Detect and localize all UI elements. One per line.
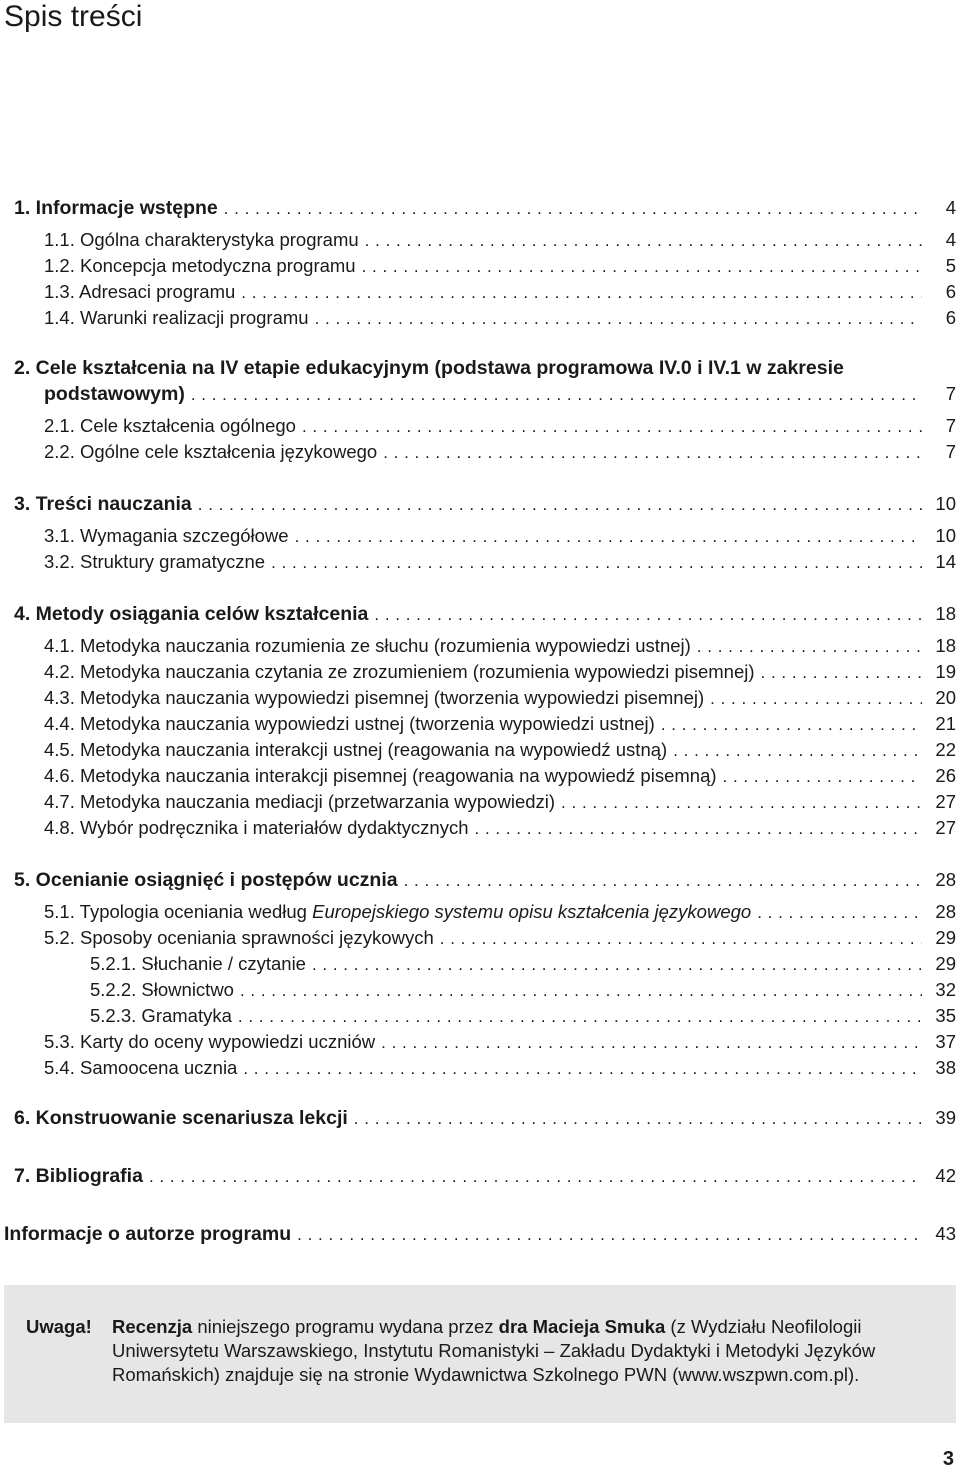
- toc-entry[interactable]: [0, 790, 960, 814]
- toc-entry-label: [44, 1030, 375, 1054]
- toc-entry[interactable]: [0, 414, 960, 438]
- toc-entry-label: [44, 306, 309, 330]
- toc-entry[interactable]: [0, 602, 960, 626]
- toc-entry-text: 4.1. Metodyka nauczania rozumienia ze słuchu (rozumienia wypowiedzi ustnej): [44, 635, 691, 656]
- page-title: Spis treści: [4, 0, 143, 33]
- toc-entry[interactable]: [0, 228, 960, 252]
- toc-entry-page: 37: [935, 1031, 956, 1052]
- note-bold-reviewer: dra Macieja Smuka: [498, 1316, 666, 1337]
- toc-entry-text: 4.6. Metodyka nauczania interakcji pisemnej (reagowania na wypowiedź pisemną): [44, 765, 717, 786]
- toc-entry-page: 29: [935, 927, 956, 948]
- toc-entry-text: 1.2. Koncepcja metodyczna programu: [44, 255, 356, 276]
- toc-entry-label: [44, 712, 655, 736]
- toc-entry-page: 27: [935, 791, 956, 812]
- toc-entry-text: 5.2.2. Słownictwo: [90, 979, 234, 1000]
- toc-entry-page: 18: [935, 603, 956, 624]
- toc-entry-page: 26: [935, 765, 956, 786]
- dot-leader: [315, 307, 922, 331]
- toc-entry-label: [44, 764, 717, 788]
- toc-entry-label: [44, 900, 751, 924]
- dot-leader: [238, 1005, 922, 1029]
- toc-entry-page: 42: [935, 1165, 956, 1186]
- toc-entry[interactable]: [0, 660, 960, 684]
- toc-entry-page: 6: [945, 307, 956, 328]
- toc-entry-label: [44, 280, 235, 304]
- toc-entry-text: 1.3. Adresaci programu: [44, 281, 236, 302]
- toc-entry-text: 5.2.1. Słuchanie / czytanie: [90, 953, 306, 974]
- toc-entry-page: 32: [935, 979, 956, 1000]
- toc-entry-text: 1.4. Warunki realizacji programu: [44, 307, 309, 328]
- dot-leader: [440, 927, 922, 951]
- toc-entry-text: 4. Metody osiągania celów kształcenia: [14, 603, 369, 625]
- toc-entry[interactable]: [0, 440, 960, 464]
- dot-leader: [383, 441, 922, 465]
- toc-entry-label: [44, 738, 667, 762]
- toc-entry[interactable]: [0, 1106, 960, 1130]
- toc-entry-label: [44, 790, 555, 814]
- toc-entry-page: 14: [935, 551, 956, 572]
- toc-entry[interactable]: [0, 1222, 960, 1246]
- toc-entry-page: 20: [935, 687, 956, 708]
- toc-entry[interactable]: [0, 382, 960, 406]
- toc-entry-text: 1. Informacje wstępne: [14, 197, 218, 219]
- dot-leader: [241, 281, 922, 305]
- dot-leader: [240, 979, 922, 1003]
- toc-entry[interactable]: [0, 634, 960, 658]
- toc-entry-label: [44, 254, 356, 278]
- dot-leader: [243, 1057, 922, 1081]
- page-number: 3: [942, 1448, 954, 1470]
- dot-leader: [710, 687, 922, 711]
- dot-leader: [149, 1165, 922, 1189]
- note-text-part2: (z Wydziału Neofilologii Uniwersytetu Warszawskiego, Instytutu Romanistyki – Zakładu Dydaktyki i Metodyki Języków Romańskich) znajduje się na stronie Wydawnictwa Szkolnego PWN (www.wszpwn.com.pl).: [112, 1316, 876, 1385]
- toc-entry-label: [90, 952, 306, 976]
- toc-entry[interactable]: [0, 492, 960, 516]
- dot-leader: [198, 493, 922, 517]
- toc-entry-text: 4.4. Metodyka nauczania wypowiedzi ustnej (tworzenia wypowiedzi ustnej): [44, 713, 655, 734]
- toc-entry-text: 3.1. Wymagania szczegółowe: [44, 525, 289, 546]
- dot-leader: [354, 1107, 922, 1131]
- toc-entry[interactable]: [0, 738, 960, 762]
- toc-entry-page: 10: [935, 525, 956, 546]
- dot-leader: [374, 603, 922, 627]
- toc-entry-page: 28: [935, 869, 956, 890]
- toc-entry[interactable]: [0, 868, 960, 892]
- toc-entry-label: [44, 440, 377, 464]
- toc-entry-label: [90, 1004, 232, 1028]
- toc-entry[interactable]: [0, 764, 960, 788]
- dot-leader: [757, 901, 922, 925]
- dot-leader: [224, 197, 922, 221]
- toc-entry[interactable]: [0, 1030, 960, 1054]
- toc-entry[interactable]: [0, 712, 960, 736]
- toc-entry-text: 7. Bibliografia: [14, 1165, 143, 1187]
- toc-entry-label: [44, 524, 289, 548]
- toc-entry-page: 27: [935, 817, 956, 838]
- toc-entry-page: 5: [945, 255, 956, 276]
- dot-leader: [404, 869, 922, 893]
- dot-leader: [381, 1031, 922, 1055]
- toc-entry-label: [44, 926, 434, 950]
- dot-leader: [295, 525, 922, 549]
- toc-entry-text: 2.1. Cele kształcenia ogólnego: [44, 415, 296, 436]
- toc-entry[interactable]: [0, 686, 960, 710]
- toc-entry-label: [14, 492, 192, 516]
- toc-entry-page: 19: [935, 661, 956, 682]
- note-text: [112, 1315, 942, 1387]
- dot-leader: [191, 383, 922, 407]
- dot-leader: [271, 551, 922, 575]
- note-label: Uwaga!: [26, 1316, 92, 1337]
- toc-entry-text: Informacje o autorze programu: [4, 1223, 292, 1245]
- toc-entry-text: 5.1. Typologia oceniania według: [44, 901, 313, 922]
- toc-entry-text: 5.2.3. Gramatyka: [90, 1005, 232, 1026]
- dot-leader: [362, 255, 922, 279]
- toc-entry-italic-text: Europejskiego systemu opisu kształcenia językowego: [312, 901, 752, 922]
- toc-entry[interactable]: [0, 1004, 960, 1028]
- toc-entry-text: 3. Treści nauczania: [14, 493, 192, 515]
- toc-entry-page: 38: [935, 1057, 956, 1078]
- toc-entry[interactable]: [0, 978, 960, 1002]
- toc-entry-page: 10: [935, 493, 956, 514]
- dot-leader: [661, 713, 922, 737]
- toc-entry-label: [44, 686, 704, 710]
- toc-entry-page: 29: [935, 953, 956, 974]
- toc-entry-text: 3.2. Struktury gramatyczne: [44, 551, 266, 572]
- note-bold-review: Recenzja: [112, 1316, 193, 1337]
- toc-entry-label: [14, 868, 398, 892]
- toc-entry-text: 5.3. Karty do oceny wypowiedzi uczniów: [44, 1031, 376, 1052]
- dot-leader: [697, 635, 922, 659]
- toc-entry-page: 4: [945, 229, 956, 250]
- toc-entry-text: 1.1. Ogólna charakterystyka programu: [44, 229, 359, 250]
- toc-entry-label: [44, 228, 359, 252]
- toc-entry-text: 4.3. Metodyka nauczania wypowiedzi pisemnej (tworzenia wypowiedzi pisemnej): [44, 687, 705, 708]
- toc-entry-text: 5.4. Samoocena ucznia: [44, 1057, 238, 1078]
- toc-entry[interactable]: [0, 926, 960, 950]
- toc-entry-label: [90, 978, 234, 1002]
- toc-entry-label: [44, 816, 469, 840]
- toc-entry-page: 7: [945, 441, 956, 462]
- toc-entry[interactable]: [0, 196, 960, 220]
- toc-entry-page: 43: [935, 1223, 956, 1244]
- toc-entry-page: 28: [935, 901, 956, 922]
- toc-entry-text: 4.8. Wybór podręcznika i materiałów dydaktycznych: [44, 817, 469, 838]
- toc-entry[interactable]: [0, 1056, 960, 1080]
- dot-leader: [475, 817, 923, 841]
- toc-entry[interactable]: [0, 900, 960, 924]
- toc-entry[interactable]: [0, 524, 960, 548]
- toc-entry-label: [44, 660, 755, 684]
- dot-leader: [297, 1223, 922, 1247]
- toc-entry-label: [4, 1222, 291, 1246]
- note-box: [4, 1285, 956, 1423]
- toc-entry-label: [44, 1056, 237, 1080]
- toc-entry-text: 4.7. Metodyka nauczania mediacji (przetwarzania wypowiedzi): [44, 791, 556, 812]
- toc-entry-text: 5. Ocenianie osiągnięć i postępów ucznia: [14, 869, 398, 891]
- toc-entry-page: 7: [945, 415, 956, 436]
- toc-entry-page: 21: [935, 713, 956, 734]
- toc-entry[interactable]: [0, 816, 960, 840]
- dot-leader: [761, 661, 922, 685]
- toc-entry-page: 7: [945, 383, 956, 404]
- toc-entry-label: [44, 550, 265, 574]
- toc-entry-label: 2. Cele kształcenia na IV etapie edukacyjnym (podstawa programowa IV.0 i IV.1 w zakresie: [14, 357, 844, 379]
- toc-entry[interactable]: [0, 280, 960, 304]
- toc-entry-text: 5.2. Sposoby oceniania sprawności językowych: [44, 927, 434, 948]
- toc-entry-text: 2.2. Ogólne cele kształcenia językowego: [44, 441, 378, 462]
- toc-entry-label: [14, 196, 218, 220]
- toc-entry[interactable]: [0, 1164, 960, 1188]
- toc-entry[interactable]: [0, 550, 960, 574]
- toc-entry-label: [44, 414, 296, 438]
- dot-leader: [723, 765, 922, 789]
- toc-entry-text: 4.5. Metodyka nauczania interakcji ustnej (reagowania na wypowiedź ustną): [44, 739, 668, 760]
- dot-leader: [365, 229, 922, 253]
- toc-entry[interactable]: [0, 254, 960, 278]
- toc-entry-label: [14, 1164, 143, 1188]
- dot-leader: [312, 953, 922, 977]
- dot-leader: [561, 791, 922, 815]
- toc-entry-page: 4: [945, 197, 956, 218]
- toc-entry-label-cont: podstawowym): [44, 383, 185, 405]
- toc-entry-label: [14, 1106, 348, 1130]
- toc-entry[interactable]: [0, 952, 960, 976]
- toc-entry-page: 39: [935, 1107, 956, 1128]
- dot-leader: [302, 415, 922, 439]
- toc-entry-label: [14, 602, 368, 626]
- toc-entry-page: 18: [935, 635, 956, 656]
- dot-leader: [673, 739, 922, 763]
- toc-entry-page: 6: [945, 281, 956, 302]
- toc-entry-page: 35: [935, 1005, 956, 1026]
- toc-entry-text: 4.2. Metodyka nauczania czytania ze zrozumieniem (rozumienia wypowiedzi pisemnej): [44, 661, 755, 682]
- toc-entry-text: 6. Konstruowanie scenariusza lekcji: [14, 1107, 348, 1129]
- note-text-part1: niniejszego programu wydana przez: [192, 1316, 499, 1337]
- toc-entry-label: [44, 634, 691, 658]
- toc-entry-page: 22: [935, 739, 956, 760]
- toc-entry[interactable]: [0, 306, 960, 330]
